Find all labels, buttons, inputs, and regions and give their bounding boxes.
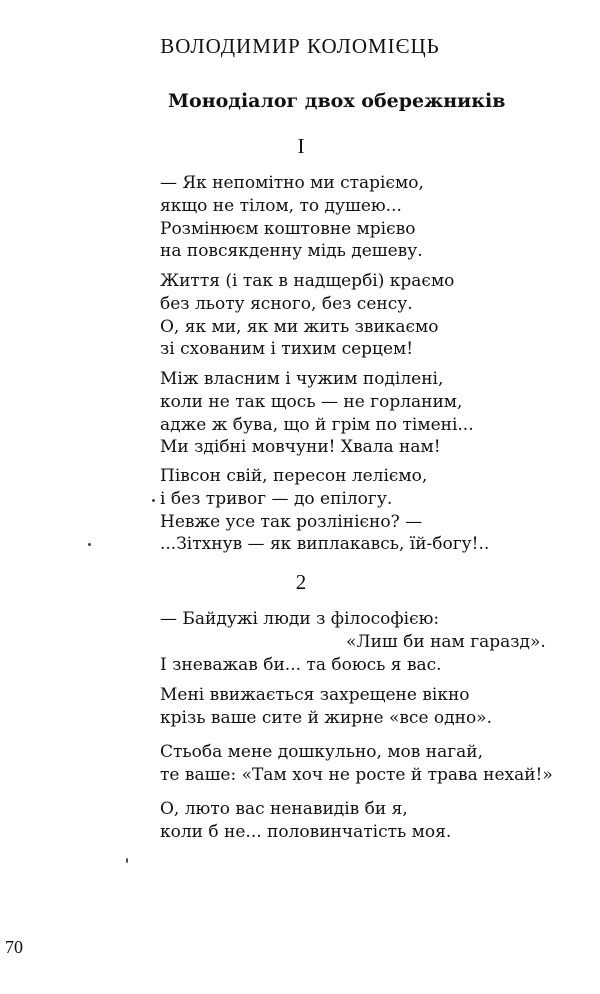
- verse-line: — Як непомітно ми старіємо,: [160, 173, 424, 193]
- verse-line: О, як ми, як ми жить звикаємо: [160, 316, 439, 337]
- verse-line: те ваше: «Там хоч не росте й трава нехай!»: [160, 764, 553, 785]
- speck: [152, 499, 155, 502]
- stanza: [160, 465, 580, 556]
- verse-line: Півсон свій, пересон леліємо,: [160, 466, 428, 486]
- verse-line: Розмінюєм коштовне мрієво: [160, 218, 416, 239]
- verse-line: коли б не... половинчатість моя.: [160, 821, 452, 842]
- verse-line: Стьоба мене дошкульно, мов нагай,: [160, 742, 483, 762]
- verse-line: «Лиш би нам гаразд».: [346, 631, 546, 652]
- verse-line: якщо не тілом, то душею...: [160, 195, 402, 216]
- verse-line: без льоту ясного, без сенсу.: [160, 293, 413, 314]
- verse-line: Життя (і так в надщербі) краємо: [160, 271, 455, 291]
- section-number-1: I: [297, 134, 305, 158]
- author-name: ВОЛОДИМИР КОЛОМІЄЦЬ: [160, 34, 440, 58]
- verse-line: — Байдужі люди з філософією:: [160, 609, 440, 629]
- speck: [88, 543, 91, 546]
- stanza: [160, 684, 580, 730]
- section-2-text: [160, 798, 580, 844]
- section-2-text: [160, 684, 580, 730]
- stanza: [160, 608, 580, 676]
- stanza: [160, 741, 580, 787]
- section-2-text: [160, 741, 580, 787]
- stanza: [160, 368, 580, 459]
- verse-line: адже ж бува, що й грім по тімені...: [160, 414, 474, 435]
- verse-line: зі схованим і тихим серцем!: [160, 339, 414, 360]
- verse-line: О, люто вас ненавидів би я,: [160, 799, 408, 819]
- section-number-2: 2: [295, 570, 307, 594]
- section-1-text: [160, 368, 580, 459]
- verse-line: Мені ввижається захрещене вікно: [160, 685, 470, 705]
- verse-line: крізь ваше сите й жирне «все одно».: [160, 707, 492, 728]
- verse-line: Ми здібні мовчуни! Хвала нам!: [160, 437, 441, 458]
- verse-line: Невже усе так розлінієно? —: [160, 511, 423, 532]
- speck: [126, 858, 128, 863]
- stanza: [160, 798, 580, 844]
- section-1-text: [160, 270, 580, 361]
- stanza: [160, 172, 580, 263]
- verse-line: і без тривог — до епілогу.: [160, 488, 393, 509]
- verse-line: ...Зітхнув — як виплакавсь, їй-богу!..: [160, 534, 490, 555]
- poem-title: Монодіалог двох обережників: [168, 90, 506, 112]
- verse-line: коли не так щось — не горланим,: [160, 391, 463, 412]
- section-2-text: [160, 608, 580, 676]
- section-1-text: [160, 465, 580, 556]
- section-1-text: [160, 172, 580, 263]
- page-number: 70: [5, 937, 23, 957]
- stanza: [160, 270, 580, 361]
- verse-line: Між власним і чужим поділені,: [160, 369, 444, 389]
- verse-line: на повсякденну мідь дешеву.: [160, 241, 423, 262]
- verse-line: І зневажав би... та боюсь я вас.: [160, 654, 442, 675]
